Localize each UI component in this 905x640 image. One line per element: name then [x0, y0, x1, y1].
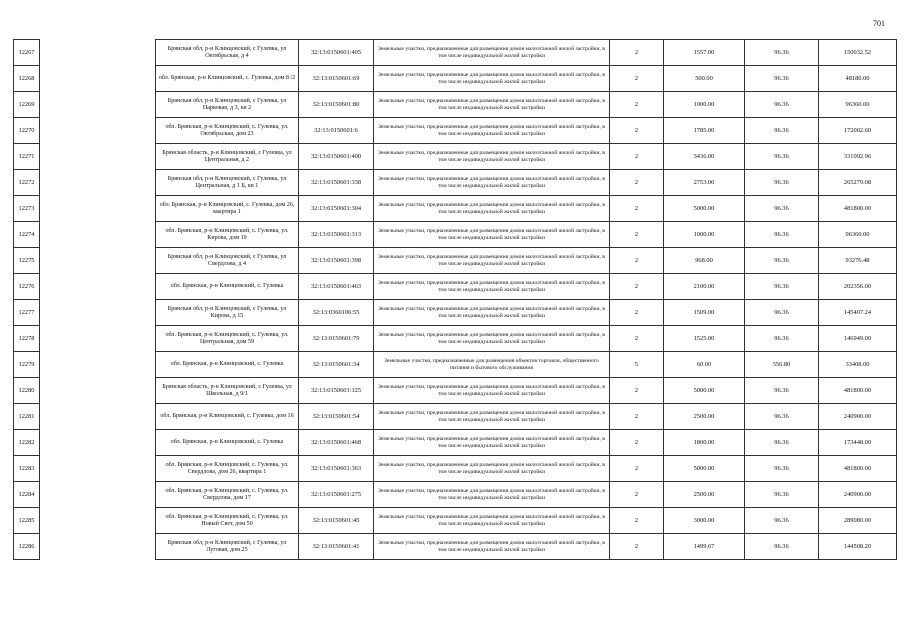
cell-cadastral-number: 32:13:0150601:468	[299, 430, 374, 456]
cell-address: Брянская область, р-н Клинцовский, с Гулевка, ул Центральная, д 2	[156, 144, 299, 170]
cell-spacer	[40, 378, 156, 404]
cell-cadastral-value: 93276.48	[819, 248, 897, 274]
cell-land-use-purpose: Земельные участки, предназначенные для размещения домов малоэтажной жилой застройки, в том числе индивидуальной жилой застройки	[374, 222, 610, 248]
cell-specific-value: 96.36	[745, 300, 819, 326]
table-row	[14, 144, 897, 170]
cell-group: 2	[610, 118, 664, 144]
cell-specific-value: 96.36	[745, 404, 819, 430]
cell-area: 1785.00	[664, 118, 745, 144]
cell-address: Брянская обл, р-н Клинцовский, с Гулевка, ул Кирова, д 15	[156, 300, 299, 326]
cell-cadastral-number: 32:13:0150601:125	[299, 378, 374, 404]
cell-record-number: 12280	[14, 378, 40, 404]
cell-area: 2753.00	[664, 170, 745, 196]
table-row	[14, 534, 897, 560]
land-plot-register-table	[13, 39, 897, 560]
table-row	[14, 196, 897, 222]
cell-land-use-purpose: Земельные участки, предназначенные для размещения домов малоэтажной жилой застройки, в том числе индивидуальной жилой застройки	[374, 508, 610, 534]
cell-land-use-purpose: Земельные участки, предназначенные для размещения домов малоэтажной жилой застройки, в том числе индивидуальной жилой застройки	[374, 196, 610, 222]
cell-spacer	[40, 352, 156, 378]
cell-group: 2	[610, 66, 664, 92]
cell-land-use-purpose: Земельные участки, предназначенные для размещения домов малоэтажной жилой застройки, в том числе индивидуальной жилой застройки	[374, 92, 610, 118]
cell-group: 2	[610, 508, 664, 534]
table-row	[14, 300, 897, 326]
cell-cadastral-value: 202356.00	[819, 274, 897, 300]
cell-land-use-purpose: Земельные участки, предназначенные для размещения домов малоэтажной жилой застройки, в том числе индивидуальной жилой застройки	[374, 456, 610, 482]
cell-cadastral-number: 32:13:0150601:6	[299, 118, 374, 144]
cell-cadastral-number: 32:13:0150601:34	[299, 352, 374, 378]
cell-spacer	[40, 196, 156, 222]
table-row	[14, 40, 897, 66]
cell-land-use-purpose: Земельные участки, предназначенные для размещения домов малоэтажной жилой застройки, в том числе индивидуальной жилой застройки	[374, 274, 610, 300]
cell-cadastral-number: 32:13:0150601:313	[299, 222, 374, 248]
cell-cadastral-value: 265279.08	[819, 170, 897, 196]
cell-spacer	[40, 300, 156, 326]
cell-cadastral-number: 32:13:0150601:338	[299, 170, 374, 196]
cell-cadastral-number: 32:13:0150601:363	[299, 456, 374, 482]
cell-record-number: 12278	[14, 326, 40, 352]
cell-record-number: 12286	[14, 534, 40, 560]
cell-record-number: 12276	[14, 274, 40, 300]
cell-area: 1499.67	[664, 534, 745, 560]
cell-spacer	[40, 118, 156, 144]
cell-area: 3436.00	[664, 144, 745, 170]
table-row	[14, 66, 897, 92]
cell-land-use-purpose: Земельные участки, предназначенные для размещения домов малоэтажной жилой застройки, в том числе индивидуальной жилой застройки	[374, 430, 610, 456]
table-row	[14, 456, 897, 482]
cell-record-number: 12274	[14, 222, 40, 248]
cell-record-number: 12283	[14, 456, 40, 482]
cell-spacer	[40, 534, 156, 560]
cell-address: Брянская обл, р-н Клинцовский, с Гулевка, ул Свердлова, д 4	[156, 248, 299, 274]
cell-land-use-purpose: Земельные участки, предназначенные для размещения домов малоэтажной жилой застройки, в том числе индивидуальной жилой застройки	[374, 482, 610, 508]
table-row	[14, 92, 897, 118]
cell-record-number: 12281	[14, 404, 40, 430]
cell-record-number: 12267	[14, 40, 40, 66]
cell-cadastral-value: 240900.00	[819, 404, 897, 430]
table-row	[14, 508, 897, 534]
cell-group: 2	[610, 300, 664, 326]
cell-spacer	[40, 274, 156, 300]
cell-address: Брянская обл, р-н Клинцовский, с Гулевка, ул Парковая, д 3, кв 2	[156, 92, 299, 118]
cell-spacer	[40, 40, 156, 66]
cell-record-number: 12273	[14, 196, 40, 222]
cell-specific-value: 96.36	[745, 40, 819, 66]
cell-specific-value: 96.36	[745, 248, 819, 274]
cell-area: 1557.00	[664, 40, 745, 66]
cell-cadastral-value: 150032.52	[819, 40, 897, 66]
cell-address: обл. Брянская, р-н Клинцовский, с. Гулевка, дом 8 /2	[156, 66, 299, 92]
cell-group: 2	[610, 404, 664, 430]
cell-record-number: 12279	[14, 352, 40, 378]
cell-cadastral-value: 144508.20	[819, 534, 897, 560]
cell-spacer	[40, 170, 156, 196]
table-row	[14, 248, 897, 274]
cell-specific-value: 96.36	[745, 118, 819, 144]
cell-area: 1000.00	[664, 222, 745, 248]
cell-land-use-purpose: Земельные участки, предназначенные для размещения домов малоэтажной жилой застройки, в том числе индивидуальной жилой застройки	[374, 248, 610, 274]
cell-land-use-purpose: Земельные участки, предназначенные для размещения домов малоэтажной жилой застройки, в том числе индивидуальной жилой застройки	[374, 144, 610, 170]
cell-specific-value: 96.36	[745, 482, 819, 508]
cell-land-use-purpose: Земельные участки, предназначенные для размещения домов малоэтажной жилой застройки, в том числе индивидуальной жилой застройки	[374, 378, 610, 404]
cell-specific-value: 96.36	[745, 92, 819, 118]
cell-record-number: 12272	[14, 170, 40, 196]
cell-spacer	[40, 92, 156, 118]
table-row	[14, 404, 897, 430]
cell-record-number: 12275	[14, 248, 40, 274]
cell-cadastral-value: 96360.00	[819, 222, 897, 248]
cell-record-number: 12269	[14, 92, 40, 118]
table-row	[14, 170, 897, 196]
cell-land-use-purpose: Земельные участки, предназначенные для размещения домов малоэтажной жилой застройки, в том числе индивидуальной жилой застройки	[374, 300, 610, 326]
table-row	[14, 352, 897, 378]
table-row	[14, 430, 897, 456]
cell-group: 2	[610, 326, 664, 352]
cell-address: Брянская обл, р-н Клинцовский, с Гулевка, ул Луговая, дом 25	[156, 534, 299, 560]
cell-cadastral-number: 32:13:0150601:80	[299, 92, 374, 118]
cell-record-number: 12284	[14, 482, 40, 508]
cell-group: 2	[610, 248, 664, 274]
cell-spacer	[40, 222, 156, 248]
cell-group: 2	[610, 92, 664, 118]
cell-group: 2	[610, 534, 664, 560]
cell-land-use-purpose: Земельные участки, предназначенные для размещения домов малоэтажной жилой застройки, в том числе индивидуальной жилой застройки	[374, 534, 610, 560]
cell-group: 2	[610, 430, 664, 456]
table-row	[14, 326, 897, 352]
cell-area: 5000.00	[664, 456, 745, 482]
cell-record-number: 12270	[14, 118, 40, 144]
table-row	[14, 378, 897, 404]
cell-cadastral-value: 146949.00	[819, 326, 897, 352]
table-row	[14, 118, 897, 144]
cell-specific-value: 96.36	[745, 534, 819, 560]
cell-specific-value: 96.36	[745, 378, 819, 404]
cell-spacer	[40, 326, 156, 352]
cell-land-use-purpose: Земельные участки, предназначенные для размещения домов малоэтажной жилой застройки, в том числе индивидуальной жилой застройки	[374, 326, 610, 352]
cell-cadastral-number: 32:13:0150601:41	[299, 534, 374, 560]
cell-specific-value: 96.36	[745, 66, 819, 92]
cell-cadastral-value: 33408.00	[819, 352, 897, 378]
cell-group: 2	[610, 378, 664, 404]
cell-area: 1509.00	[664, 300, 745, 326]
cell-specific-value: 96.36	[745, 144, 819, 170]
page-number: 701	[873, 19, 885, 28]
cell-area: 2100.00	[664, 274, 745, 300]
cell-cadastral-number: 32:13:0150601:304	[299, 196, 374, 222]
cell-specific-value: 96.36	[745, 508, 819, 534]
table-row	[14, 482, 897, 508]
cell-address: Брянская обл, р-н Клинцовский, с Гулевка, ул Центральная, д 1 Б, кв 1	[156, 170, 299, 196]
cell-record-number: 12282	[14, 430, 40, 456]
cell-area: 3000.00	[664, 508, 745, 534]
cell-group: 2	[610, 482, 664, 508]
cell-area: 1000.00	[664, 92, 745, 118]
cell-record-number: 12285	[14, 508, 40, 534]
cell-cadastral-number: 32:13:0150601:463	[299, 274, 374, 300]
cell-address: обл. Брянская, р-н Клинцовский, с. Гулевка, ул. Октябрьская, дом 23	[156, 118, 299, 144]
cell-record-number: 12268	[14, 66, 40, 92]
cell-cadastral-value: 173448.00	[819, 430, 897, 456]
cell-area: 1800.00	[664, 430, 745, 456]
cell-spacer	[40, 404, 156, 430]
cell-cadastral-number: 32:13:0150601:54	[299, 404, 374, 430]
cell-address: обл. Брянская, р-н Клинцовский, с. Гулевка, ул. Кирова, дом 19	[156, 222, 299, 248]
cell-cadastral-value: 331092.96	[819, 144, 897, 170]
cell-group: 2	[610, 222, 664, 248]
cell-address: обл. Брянская, р-н Клинцовский, с. Гулевка, ул. Свердлова, дом 26, квартира 1	[156, 456, 299, 482]
cell-group: 5	[610, 352, 664, 378]
cell-address: обл. Брянская, р-н Клинцовский, с. Гулевка, ул. Центральная, дом 59	[156, 326, 299, 352]
cell-record-number: 12277	[14, 300, 40, 326]
register-body	[14, 40, 897, 560]
cell-specific-value: 96.36	[745, 196, 819, 222]
cell-cadastral-number: 32:13:0150601:69	[299, 66, 374, 92]
cell-land-use-purpose: Земельные участки, предназначенные для размещения домов малоэтажной жилой застройки, в том числе индивидуальной жилой застройки	[374, 118, 610, 144]
cell-specific-value: 96.36	[745, 326, 819, 352]
cell-cadastral-number: 32:13:0150601:45	[299, 508, 374, 534]
cell-group: 2	[610, 274, 664, 300]
cell-address: обл. Брянская, р-н Клинцовский, с. Гулевка, дом 16	[156, 404, 299, 430]
cell-address: обл. Брянская, р-н Клинцовский, с. Гулевка	[156, 430, 299, 456]
cell-cadastral-value: 481800.00	[819, 196, 897, 222]
cell-spacer	[40, 456, 156, 482]
cell-record-number: 12271	[14, 144, 40, 170]
cell-cadastral-value: 240900.00	[819, 482, 897, 508]
cell-cadastral-value: 145407.24	[819, 300, 897, 326]
cell-address: обл. Брянская, р-н Клинцовский, с. Гулевка	[156, 352, 299, 378]
cell-land-use-purpose: Земельные участки, предназначенные для размещения домов малоэтажной жилой застройки, в том числе индивидуальной жилой застройки	[374, 66, 610, 92]
cell-area: 2500.00	[664, 482, 745, 508]
cell-cadastral-number: 32:13:0150601:275	[299, 482, 374, 508]
cell-spacer	[40, 144, 156, 170]
cell-cadastral-number: 32:13:0150601:79	[299, 326, 374, 352]
cell-cadastral-number: 32:13:0150601:398	[299, 248, 374, 274]
cell-specific-value: 556.80	[745, 352, 819, 378]
cell-group: 2	[610, 456, 664, 482]
cell-specific-value: 96.36	[745, 430, 819, 456]
cell-group: 2	[610, 40, 664, 66]
cell-land-use-purpose: Земельные участки, предназначенные для размещения домов малоэтажной жилой застройки, в том числе индивидуальной жилой застройки	[374, 404, 610, 430]
cell-land-use-purpose: Земельные участки, предназначенные для размещения объектов торговли, общественного питания и бытового обслуживания	[374, 352, 610, 378]
cell-spacer	[40, 508, 156, 534]
cell-area: 968.00	[664, 248, 745, 274]
cell-group: 2	[610, 196, 664, 222]
cell-address: обл. Брянская, р-н Клинцовский, с. Гулевка, дом 26, квартира 1	[156, 196, 299, 222]
cell-cadastral-number: 32:13:0360106:55	[299, 300, 374, 326]
cell-specific-value: 96.36	[745, 456, 819, 482]
cell-cadastral-value: 481800.00	[819, 378, 897, 404]
cell-cadastral-number: 32:13:0150601:405	[299, 40, 374, 66]
cell-group: 2	[610, 144, 664, 170]
cell-area: 2500.00	[664, 404, 745, 430]
cell-address: Брянская обл, р-н Клинцовский, с Гулевка, ул Октябрьская, д 4	[156, 40, 299, 66]
cell-spacer	[40, 482, 156, 508]
cell-cadastral-value: 48180.00	[819, 66, 897, 92]
cell-address: Брянская область, р-н Клинцовский, с Гулевка, ул Школьная, д 9/1	[156, 378, 299, 404]
cell-spacer	[40, 248, 156, 274]
cell-group: 2	[610, 170, 664, 196]
cell-specific-value: 96.36	[745, 222, 819, 248]
cell-area: 5000.00	[664, 196, 745, 222]
cell-cadastral-value: 481800.00	[819, 456, 897, 482]
cell-address: обл. Брянская, р-н Клинцовский, с. Гулевка, ул. Свердлова, дом 17	[156, 482, 299, 508]
cell-area: 500.00	[664, 66, 745, 92]
cell-land-use-purpose: Земельные участки, предназначенные для размещения домов малоэтажной жилой застройки, в том числе индивидуальной жилой застройки	[374, 40, 610, 66]
cell-cadastral-value: 289080.00	[819, 508, 897, 534]
cell-spacer	[40, 66, 156, 92]
cell-spacer	[40, 430, 156, 456]
cell-area: 1525.00	[664, 326, 745, 352]
cell-cadastral-number: 32:13:0150601:400	[299, 144, 374, 170]
cell-address: обл. Брянская, р-н Клинцовский, с. Гулевка	[156, 274, 299, 300]
cell-area: 60.00	[664, 352, 745, 378]
table-row	[14, 274, 897, 300]
cell-specific-value: 96.36	[745, 274, 819, 300]
cell-area: 5000.00	[664, 378, 745, 404]
cell-specific-value: 96.36	[745, 170, 819, 196]
cell-land-use-purpose: Земельные участки, предназначенные для размещения домов малоэтажной жилой застройки, в том числе индивидуальной жилой застройки	[374, 170, 610, 196]
cell-cadastral-value: 96360.00	[819, 92, 897, 118]
cell-cadastral-value: 172002.60	[819, 118, 897, 144]
table-row	[14, 222, 897, 248]
cell-address: обл. Брянская, р-н Клинцовский, с. Гулевка, ул. Новый Свет, дом 50	[156, 508, 299, 534]
